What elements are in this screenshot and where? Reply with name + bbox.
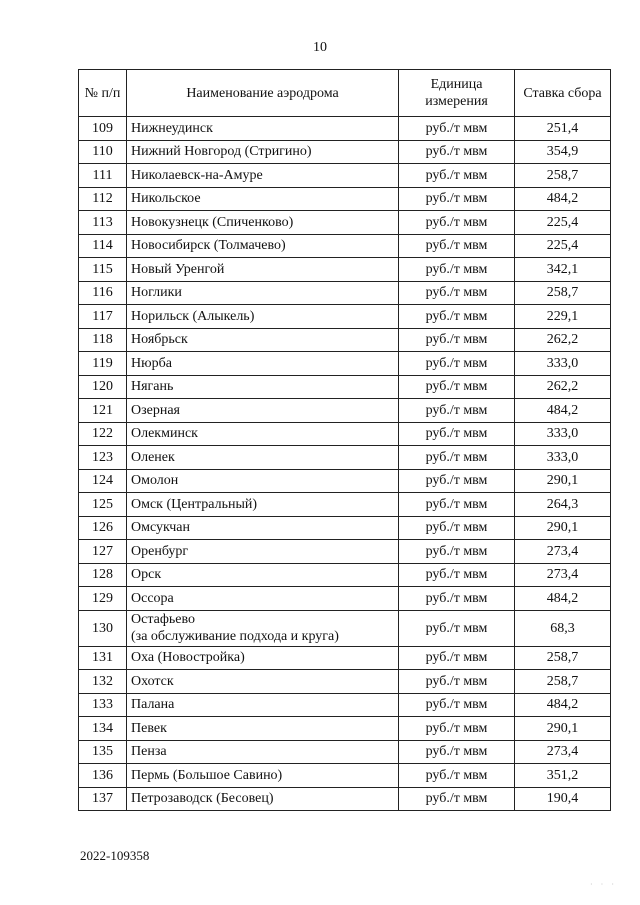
table-row: [79, 563, 611, 587]
airfield-name: Палана: [127, 693, 399, 717]
airfield-name: Петрозаводск (Бесовец): [127, 787, 399, 811]
document-code: 2022-109358: [80, 848, 150, 863]
table-row: [79, 446, 611, 470]
unit-of-measure: руб./т мвм: [399, 187, 515, 211]
header-rate: Ставка сбора: [515, 70, 611, 117]
fee-rate: 225,4: [515, 211, 611, 235]
unit-of-measure: руб./т мвм: [399, 211, 515, 235]
airfield-name-line2: (за обслуживание подхода и круга): [131, 629, 339, 644]
row-number: 119: [79, 352, 127, 376]
scan-artifact: · · ·: [590, 880, 617, 889]
row-number: 112: [79, 187, 127, 211]
row-number: 113: [79, 211, 127, 235]
unit-of-measure: руб./т мвм: [399, 740, 515, 764]
fee-rate: 190,4: [515, 787, 611, 811]
unit-of-measure: руб./т мвм: [399, 375, 515, 399]
fee-rate: 264,3: [515, 493, 611, 517]
row-number: 115: [79, 258, 127, 282]
airfield-name: Новокузнецк (Спиченково): [127, 211, 399, 235]
table-row: [79, 670, 611, 694]
fee-rate: 251,4: [515, 117, 611, 141]
header-name: Наименование аэродрома: [127, 70, 399, 117]
fee-rate: 273,4: [515, 563, 611, 587]
fee-rate: 229,1: [515, 305, 611, 329]
row-number: 120: [79, 375, 127, 399]
unit-of-measure: руб./т мвм: [399, 516, 515, 540]
table-row: [79, 469, 611, 493]
airfield-name: Оха (Новостройка): [127, 646, 399, 670]
unit-of-measure: руб./т мвм: [399, 563, 515, 587]
unit-of-measure: руб./т мвм: [399, 469, 515, 493]
airfield-name: Орск: [127, 563, 399, 587]
unit-of-measure: руб./т мвм: [399, 117, 515, 141]
fee-rate: 68,3: [515, 610, 611, 646]
row-number: 117: [79, 305, 127, 329]
airfield-name: Нижний Новгород (Стригино): [127, 140, 399, 164]
unit-of-measure: руб./т мвм: [399, 587, 515, 611]
fee-rate: 351,2: [515, 764, 611, 788]
table-row: [79, 352, 611, 376]
unit-of-measure: руб./т мвм: [399, 693, 515, 717]
fee-rate: 262,2: [515, 375, 611, 399]
table-row: [79, 211, 611, 235]
fee-rate: 484,2: [515, 187, 611, 211]
fee-rate: 262,2: [515, 328, 611, 352]
fee-rate: 258,7: [515, 281, 611, 305]
table-row: [79, 787, 611, 811]
airfield-name: Нягань: [127, 375, 399, 399]
fee-rate: 484,2: [515, 399, 611, 423]
airfield-rates-table: [78, 69, 611, 811]
airfield-name: Никольское: [127, 187, 399, 211]
table-row: [79, 516, 611, 540]
table-header-row: [79, 70, 611, 117]
airfield-name: Новый Уренгой: [127, 258, 399, 282]
row-number: 123: [79, 446, 127, 470]
table-row: [79, 764, 611, 788]
airfield-name: Николаевск-на-Амуре: [127, 164, 399, 188]
table-row: [79, 740, 611, 764]
table-row: [79, 422, 611, 446]
unit-of-measure: руб./т мвм: [399, 670, 515, 694]
airfield-name: Охотск: [127, 670, 399, 694]
airfield-name: Ноябрьск: [127, 328, 399, 352]
unit-of-measure: руб./т мвм: [399, 493, 515, 517]
airfield-name: Оренбург: [127, 540, 399, 564]
airfield-name: Омск (Центральный): [127, 493, 399, 517]
row-number: 137: [79, 787, 127, 811]
table-row: [79, 281, 611, 305]
unit-of-measure: руб./т мвм: [399, 258, 515, 282]
table-row: [79, 540, 611, 564]
unit-of-measure: руб./т мвм: [399, 446, 515, 470]
header-unit: Единица измерения: [399, 70, 515, 117]
row-number: 121: [79, 399, 127, 423]
unit-of-measure: руб./т мвм: [399, 140, 515, 164]
unit-of-measure: руб./т мвм: [399, 764, 515, 788]
unit-of-measure: руб./т мвм: [399, 787, 515, 811]
table-row: [79, 117, 611, 141]
row-number: 136: [79, 764, 127, 788]
fee-rate: 258,7: [515, 670, 611, 694]
unit-of-measure: руб./т мвм: [399, 399, 515, 423]
airfield-name: Омсукчан: [127, 516, 399, 540]
table-row: [79, 693, 611, 717]
table-row: [79, 587, 611, 611]
unit-of-measure: руб./т мвм: [399, 610, 515, 646]
fee-rate: 225,4: [515, 234, 611, 258]
row-number: 129: [79, 587, 127, 611]
airfield-name: Озерная: [127, 399, 399, 423]
unit-of-measure: руб./т мвм: [399, 422, 515, 446]
table-row: [79, 610, 611, 646]
fee-rate: 484,2: [515, 587, 611, 611]
row-number: 132: [79, 670, 127, 694]
airfield-name: Оленек: [127, 446, 399, 470]
row-number: 128: [79, 563, 127, 587]
fee-rate: 333,0: [515, 422, 611, 446]
airfield-name: Омолон: [127, 469, 399, 493]
table-row: [79, 234, 611, 258]
unit-of-measure: руб./т мвм: [399, 540, 515, 564]
header-num: № п/п: [79, 70, 127, 117]
fee-rate: 333,0: [515, 352, 611, 376]
fee-rate: 354,9: [515, 140, 611, 164]
unit-of-measure: руб./т мвм: [399, 717, 515, 741]
fee-rate: 273,4: [515, 540, 611, 564]
airfield-name: Певек: [127, 717, 399, 741]
row-number: 116: [79, 281, 127, 305]
table-row: [79, 140, 611, 164]
row-number: 133: [79, 693, 127, 717]
fee-rate: 273,4: [515, 740, 611, 764]
row-number: 134: [79, 717, 127, 741]
table-row: [79, 258, 611, 282]
table-row: [79, 187, 611, 211]
row-number: 127: [79, 540, 127, 564]
row-number: 110: [79, 140, 127, 164]
table-body: [79, 117, 611, 811]
unit-of-measure: руб./т мвм: [399, 281, 515, 305]
airfield-name: Ноглики: [127, 281, 399, 305]
row-number: 135: [79, 740, 127, 764]
airfield-name: Олекминск: [127, 422, 399, 446]
table-row: [79, 399, 611, 423]
table-row: [79, 717, 611, 741]
unit-of-measure: руб./т мвм: [399, 352, 515, 376]
row-number: 126: [79, 516, 127, 540]
fee-rate: 333,0: [515, 446, 611, 470]
row-number: 130: [79, 610, 127, 646]
fee-rate: 484,2: [515, 693, 611, 717]
fee-rate: 258,7: [515, 164, 611, 188]
fee-rate: 290,1: [515, 516, 611, 540]
page-number: 10: [313, 40, 327, 55]
airfield-name: Нижнеудинск: [127, 117, 399, 141]
unit-of-measure: руб./т мвм: [399, 164, 515, 188]
row-number: 125: [79, 493, 127, 517]
row-number: 131: [79, 646, 127, 670]
unit-of-measure: руб./т мвм: [399, 328, 515, 352]
unit-of-measure: руб./т мвм: [399, 234, 515, 258]
row-number: 111: [79, 164, 127, 188]
fee-rate: 258,7: [515, 646, 611, 670]
table-row: [79, 328, 611, 352]
table-row: [79, 375, 611, 399]
row-number: 109: [79, 117, 127, 141]
airfield-name: Нюрба: [127, 352, 399, 376]
airfield-name: [127, 610, 399, 646]
row-number: 114: [79, 234, 127, 258]
table-row: [79, 493, 611, 517]
table-row: [79, 646, 611, 670]
airfield-name: Пенза: [127, 740, 399, 764]
airfield-name: Норильск (Алыкель): [127, 305, 399, 329]
unit-of-measure: руб./т мвм: [399, 305, 515, 329]
row-number: 118: [79, 328, 127, 352]
table-row: [79, 164, 611, 188]
airfield-name: Оссора: [127, 587, 399, 611]
unit-of-measure: руб./т мвм: [399, 646, 515, 670]
fee-rate: 290,1: [515, 717, 611, 741]
table-row: [79, 305, 611, 329]
row-number: 124: [79, 469, 127, 493]
row-number: 122: [79, 422, 127, 446]
airfield-name: Новосибирск (Толмачево): [127, 234, 399, 258]
fee-rate: 342,1: [515, 258, 611, 282]
fee-rate: 290,1: [515, 469, 611, 493]
airfield-name: Пермь (Большое Савино): [127, 764, 399, 788]
airfield-name-line1: Остафьево: [131, 612, 196, 627]
